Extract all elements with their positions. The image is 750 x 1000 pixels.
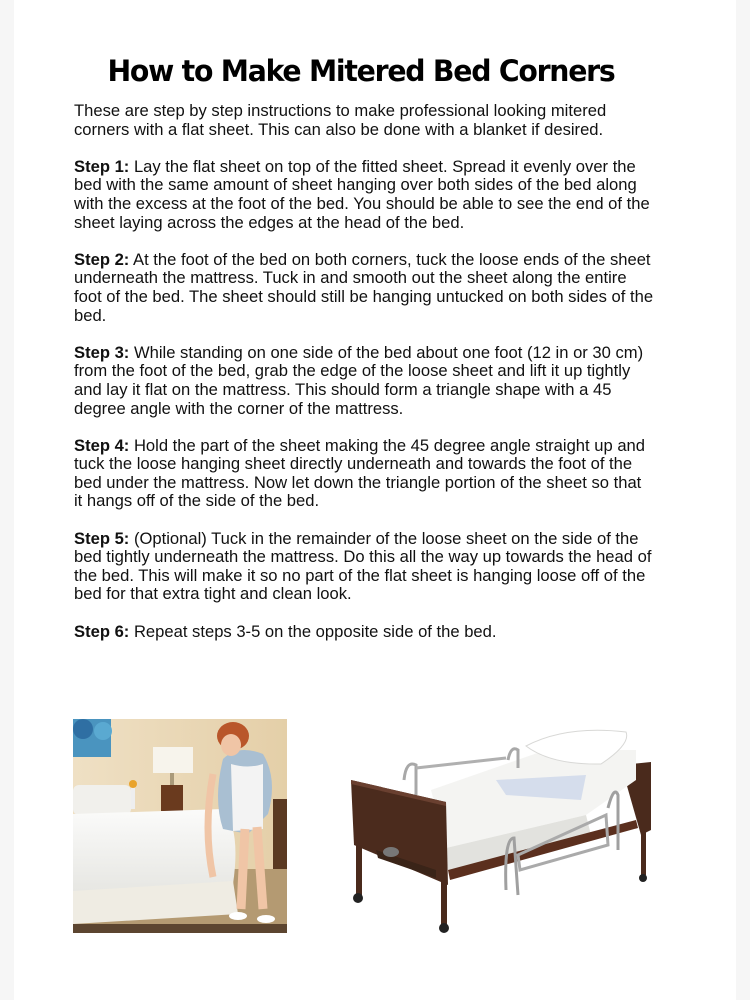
intro-paragraph: These are step by step instructions to make professional looking mitered corners with a flat sheet. This can also be done with a blanket if desired. — [74, 101, 607, 139]
step-label: Step 5: — [74, 528, 130, 548]
hospital-bed-illustration — [336, 720, 666, 940]
step-text: While standing on one side of the bed about one foot (12 in or 30 cm) from the foot of the bed, grab the edge of the loose sheet and lift it up tightly and lay it flat on the mattress. This should form a triangle shape with a 45 degree angle with the corner of the mattress. — [74, 342, 644, 418]
step-label: Step 3: — [74, 342, 130, 362]
step-1 — [74, 158, 654, 232]
step-label: Step 6: — [74, 621, 130, 641]
step-label: Step 1: — [74, 156, 130, 176]
step-text: Repeat steps 3-5 on the opposite side of the bed. — [129, 621, 497, 641]
step-5 — [74, 530, 654, 604]
step-text: (Optional) Tuck in the remainder of the loose sheet on the side of the bed tightly underneath the mattress. Do this all the way up towards the head of the bed. This will make it so no part of the flat sheet is hanging loose off of the bed for that extra tight and clean look. — [74, 528, 652, 604]
step-6 — [74, 623, 654, 642]
page-title: How to Make Mitered Bed Corners — [107, 54, 615, 88]
housekeeper-photo — [73, 719, 287, 933]
step-text: Lay the flat sheet on top of the fitted sheet. Spread it evenly over the bed with the same amount of sheet hanging over both sides of the bed along with the excess at the foot of the bed. You should be able to see the end of the sheet laying across the edges at the head of the bed. — [74, 156, 650, 232]
instructions-body — [74, 102, 654, 660]
step-label: Step 4: — [74, 435, 130, 455]
step-label: Step 2: — [74, 249, 130, 269]
step-text: At the foot of the bed on both corners, tuck the loose ends of the sheet underneath the mattress. Tuck in and smooth out the sheet along the entire foot of the bed. The sheet should still be hanging untucked on both sides of the bed. — [74, 249, 654, 325]
step-3 — [74, 344, 654, 418]
housekeeper-illustration — [73, 719, 287, 933]
hospital-bed-photo — [336, 720, 666, 940]
step-2 — [74, 251, 654, 325]
step-text: Hold the part of the sheet making the 45 degree angle straight up and tuck the loose hanging sheet directly underneath and towards the foot of the bed under the mattress. Now let down the triangle portion of the sheet so that it hangs off of the side of the bed. — [74, 435, 646, 511]
step-4 — [74, 437, 654, 511]
